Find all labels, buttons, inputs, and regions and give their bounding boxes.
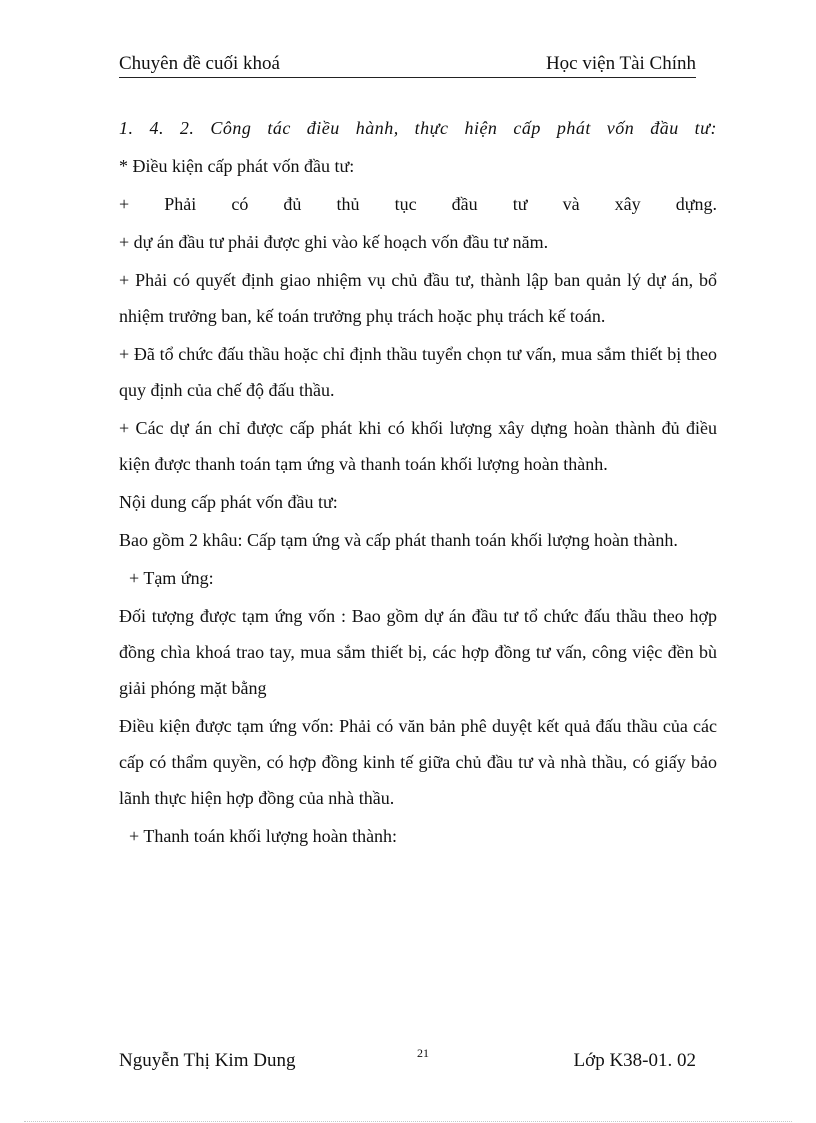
page-bottom-divider	[24, 1121, 792, 1122]
paragraph-condition-5: + Các dự án chỉ được cấp phát khi có khối lượng xây dựng hoàn thành đủ điều kiện được thanh toán tạm ứng và thanh toán khối lượng hoàn thành.	[119, 418, 717, 474]
paragraph-content-title: Nội dung cấp phát vốn đầu tư:	[119, 492, 338, 512]
paragraph-two-stages: Bao gồm 2 khâu: Cấp tạm ứng và cấp phát thanh toán khối lượng hoàn thành.	[119, 530, 678, 550]
footer-author: Nguyễn Thị Kim Dung	[119, 1050, 296, 1071]
footer-class-code: Lớp K38-01. 02	[573, 1050, 696, 1071]
paragraph-condition-4: + Đã tổ chức đấu thầu hoặc chỉ định thầu tuyển chọn tư vấn, mua sắm thiết bị theo quy định của chế độ đấu thầu.	[119, 344, 717, 400]
header-right-title: Học viện Tài Chính	[545, 53, 696, 74]
paragraph-conditions-title: * Điều kiện cấp phát vốn đầu tư:	[119, 156, 355, 176]
section-heading: 1. 4. 2. Công tác điều hành, thực hiện cấp phát vốn đầu tư:	[119, 118, 717, 138]
document-body	[119, 110, 717, 856]
paragraph-advance-subjects: Đối tượng được tạm ứng vốn : Bao gồm dự án đầu tư tổ chức đấu thầu theo hợp đồng chìa khoá trao tay, mua sắm thiết bị, các hợp đồng tư vấn, công việc đền bù giải phóng mặt bằng	[119, 606, 717, 698]
paragraph-advance-conditions: Điều kiện được tạm ứng vốn: Phải có văn bản phê duyệt kết quả đấu thầu của các cấp có thẩm quyền, có hợp đồng kinh tế giữa chủ đầu tư và nhà thầu, có giấy bảo lãnh thực hiện hợp đồng của nhà thầu.	[119, 716, 717, 808]
paragraph-payment-title: + Thanh toán khối lượng hoàn thành:	[129, 826, 398, 846]
paragraph-condition-3: + Phải có quyết định giao nhiệm vụ chủ đầu tư, thành lập ban quản lý dự án, bổ nhiệm trưởng ban, kế toán trưởng phụ trách hoặc phụ trách kế toán.	[119, 270, 717, 326]
paragraph-condition-1: + Phải có đủ thủ tục đầu tư và xây dựng.	[119, 194, 717, 214]
paragraph-condition-2: + dự án đầu tư phải được ghi vào kế hoạch vốn đầu tư năm.	[119, 232, 549, 252]
page-footer	[119, 1046, 696, 1076]
page-header	[119, 51, 696, 78]
header-left-title: Chuyên đề cuối khoá	[119, 53, 280, 74]
paragraph-advance-title: + Tạm ứng:	[129, 568, 214, 588]
page-number: 21	[417, 1046, 429, 1060]
